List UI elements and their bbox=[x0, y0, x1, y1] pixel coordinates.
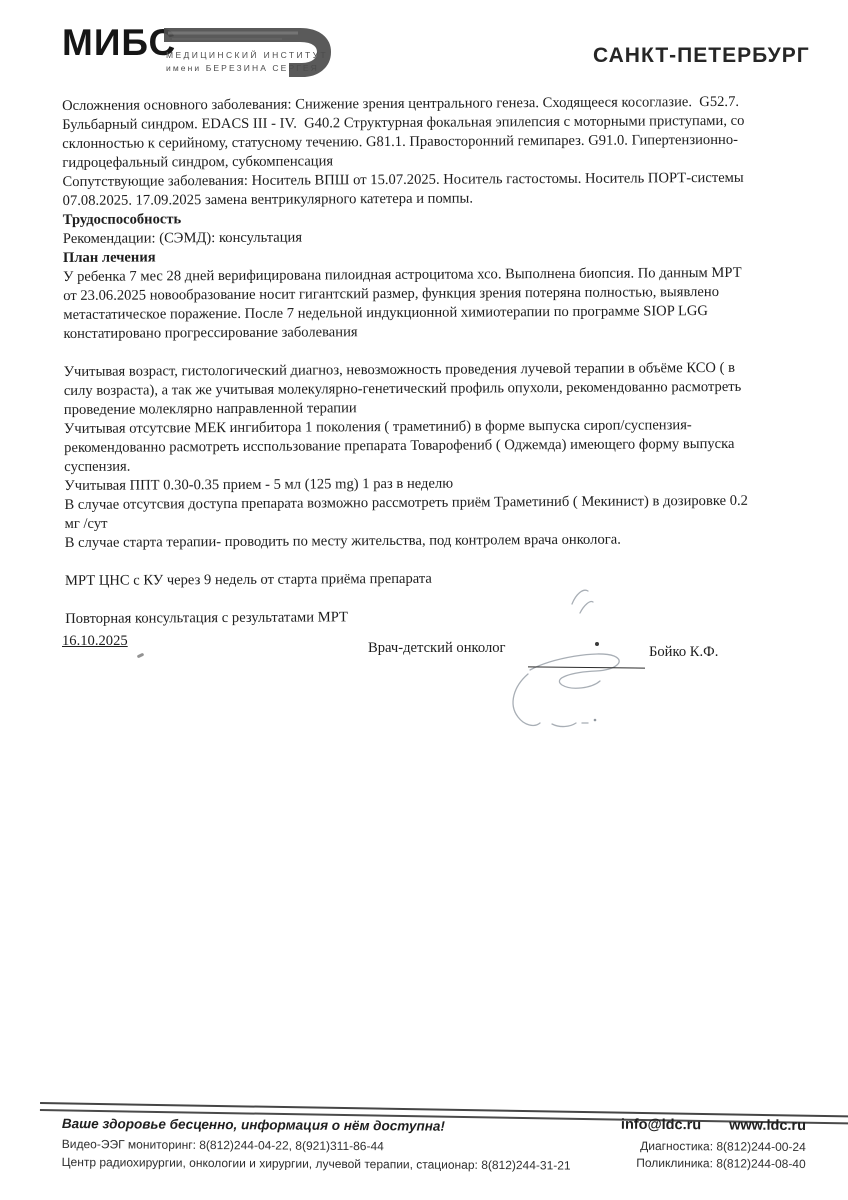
logo-acronym: МИБС bbox=[62, 22, 177, 63]
report-body bbox=[62, 92, 840, 629]
footer-email: info@ldc.ru bbox=[620, 1116, 702, 1134]
footer-contacts-row bbox=[621, 1117, 806, 1134]
footer-left-block bbox=[62, 1116, 571, 1177]
document-date: 16.10.2025 bbox=[62, 633, 128, 649]
recommendations-line: Рекомендации: (СЭМД): консультация bbox=[62, 229, 303, 247]
letterhead-footer bbox=[0, 1098, 848, 1200]
therapy-rationale-paragraph: Учитывая возраст, гистологический диагноз, невозможность проведения лучевой терапии в объёме КСО ( в силу возраста), а так же учитывая молекулярно-генетический профиль опухоли, рекомендованно расмотреть проведение молеклярно направленной терапии bbox=[63, 359, 742, 418]
city-title: САНКТ-ПЕТЕРБУРГ bbox=[593, 44, 810, 67]
complications-paragraph: Осложнения основного заболевания: Снижение зрения центрального генеза. Сходящееся косоглазие. G52.7. Бульбарный синдром. EDACS III - IV. G40.2 Структурная фокальная эпилепсия с моторными приступами, со склонностью к серийному, статусному течению. G81.1. Правосторонний гемипарез. G91.0. Гипертензионно- гидроцефальный синдром, субкомпенсация bbox=[62, 93, 745, 171]
scan-speck bbox=[137, 653, 145, 659]
logo-subtitle-line1: МЕДИЦИНСКИЙ ИНСТИТУТ bbox=[166, 50, 329, 60]
doctor-name: Бойко К.Ф. bbox=[649, 644, 719, 660]
work-capacity-heading: Трудоспособность bbox=[62, 211, 182, 228]
footer-slogan: Ваше здоровье бесценно, информация о нём доступна! bbox=[61, 1116, 445, 1134]
comorbidities-paragraph: Сопутствующие заболевания: Носитель ВПШ от 15.07.2025. Носитель гастостомы. Носитель ПОРТ-системы 07.08.2025. 17.09.2025 замена вентрикулярного катетера и помпы. bbox=[62, 169, 744, 209]
footer-website: www.ldc.ru bbox=[729, 1117, 806, 1134]
alternative-drug-paragraph: В случае отсутсвия доступа препарата возможно рассмотреть приём Траметиниб ( Мекинист) в дозировке 0.2 мг /сут bbox=[64, 492, 748, 532]
logo-subtitle bbox=[166, 50, 328, 73]
doctor-role-label: Врач-детский онколог bbox=[368, 640, 506, 656]
footer-polyclinic-phone: Поликлиника: 8(812)244-08-40 bbox=[636, 1155, 806, 1171]
logo-subtitle-line2: имени БЕРЕЗИНА СЕРГЕЯ bbox=[166, 63, 319, 73]
case-summary-paragraph: У ребенка 7 мес 28 дней верифицирована пилоидная астроцитома хсо. Выполнена биопсия. По данным МРТ от 23.06.2025 новообразование носит гигантский размер, функция зрения потеряна полностью, выявлено метастатическое поражение. После 7 недельной индукционной химиотерапии по программе SIOP LGG констатировано прогрессирование заболевания bbox=[63, 264, 742, 342]
therapy-start-line: В случае старта терапии- проводить по месту жительства, под контролем врача онколога. bbox=[64, 531, 621, 551]
footer-center-phone-line: Центр радиохирургии, онкологии и хирургии, лучевой терапии, стационар: 8(812)244-31-21 bbox=[61, 1154, 571, 1173]
repeat-consultation-line: Повторная консультация с результатами МРТ bbox=[65, 609, 348, 627]
footer-diagnostics-phone: Диагностика: 8(812)244-00-24 bbox=[640, 1138, 806, 1154]
mek-inhibitor-paragraph: Учитывая отсутсвие МЕК ингибитора 1 поколения ( траметиниб) в форме выпуска сироп/суспензия- рекомендованно расмотреть исспользование препарата Товарофениб ( Оджемда) имеющего форму выпуска суспензия. bbox=[63, 417, 735, 475]
mri-followup-line: МРТ ЦНС с КУ через 9 недель от старта приёма препарата bbox=[64, 570, 432, 589]
footer-right-block bbox=[621, 1117, 806, 1174]
treatment-plan-heading: План лечения bbox=[62, 249, 156, 266]
mibs-logo bbox=[62, 24, 342, 86]
footer-eeg-phone-line: Видео-ЭЭГ мониторинг: 8(812)244-04-22, 8(921)311-86-44 bbox=[61, 1136, 384, 1154]
dosage-line: Учитывая ППТ 0.30-0.35 прием - 5 мл (125 mg) 1 раз в неделю bbox=[64, 475, 454, 494]
